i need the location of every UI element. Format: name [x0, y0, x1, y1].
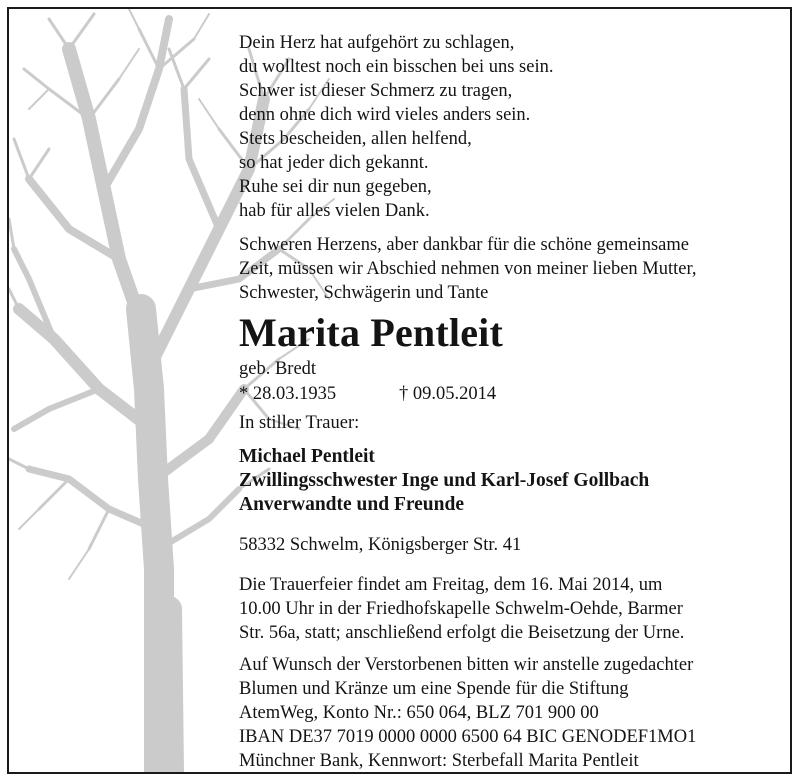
poem-line: denn ohne dich wird vieles anders sein. — [239, 105, 531, 125]
poem-line: Stets bescheiden, allen helfend, — [239, 129, 472, 149]
mourners-list — [239, 445, 779, 517]
address: 58332 Schwelm, Königsberger Str. 41 — [239, 535, 522, 555]
poem-line: Dein Herz hat aufgehört zu schlagen, — [239, 33, 515, 53]
poem-line: so hat jeder dich gekannt. — [239, 153, 429, 173]
intro-line: Schwester, Schwägerin und Tante — [239, 283, 489, 303]
service-line: Die Trauerfeier findet am Freitag, dem 16. Mai 2014, um — [239, 575, 663, 595]
donation-line: AtemWeg, Konto Nr.: 650 064, BLZ 701 900 00 — [239, 703, 599, 723]
poem-line: du wolltest noch ein bisschen bei uns sein. — [239, 57, 554, 77]
mourner: Anverwandte und Freunde — [239, 494, 465, 515]
service-line: Str. 56a, statt; anschließend erfolgt die Beisetzung der Urne. — [239, 623, 685, 643]
funeral-service-info — [239, 573, 779, 645]
donation-line: Auf Wunsch der Verstorbenen bitten wir anstelle zugedachter — [239, 655, 694, 675]
obituary-text — [239, 31, 779, 773]
maiden-name: geb. Bredt — [239, 359, 317, 379]
poem-line: Schwer ist dieser Schmerz zu tragen, — [239, 81, 513, 101]
mourner: Michael Pentleit — [239, 446, 375, 467]
obituary-frame — [7, 7, 792, 774]
deceased-name: Marita Pentleit — [239, 310, 503, 355]
donation-line: Blumen und Kränze um eine Spende für die Stiftung — [239, 679, 629, 699]
donation-info — [239, 653, 779, 773]
poem — [239, 31, 779, 223]
birth-date: * 28.03.1935 — [239, 384, 337, 404]
poem-line: hab für alles vielen Dank. — [239, 201, 430, 221]
poem-line: Ruhe sei dir nun gegeben, — [239, 177, 432, 197]
mourner: Zwillingsschwester Inge und Karl-Josef Gollbach — [239, 470, 650, 491]
service-line: 10.00 Uhr in der Friedhofskapelle Schwelm-Oehde, Barmer — [239, 599, 683, 619]
donation-line: Münchner Bank, Kennwort: Sterbefall Marita Pentleit — [239, 751, 639, 771]
life-dates — [239, 381, 779, 407]
intro-line: Zeit, müssen wir Abschied nehmen von meiner lieben Mutter, — [239, 259, 697, 279]
intro-paragraph — [239, 233, 779, 305]
intro-line: Schweren Herzens, aber dankbar für die schöne gemeinsame — [239, 235, 689, 255]
donation-line: IBAN DE37 7019 0000 0000 6500 64 BIC GENODEF1MO1 — [239, 727, 697, 747]
death-date: † 09.05.2014 — [399, 384, 497, 404]
mourning-label: In stiller Trauer: — [239, 413, 360, 433]
